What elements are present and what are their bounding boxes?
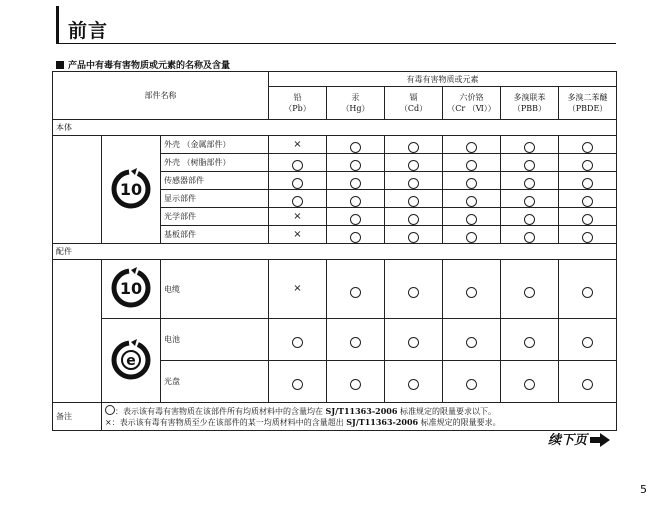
value-cell xyxy=(559,226,617,244)
value-cell xyxy=(385,319,443,361)
table-value-symbol xyxy=(350,287,361,298)
title-rule-left xyxy=(56,6,59,44)
value-cell xyxy=(559,260,617,319)
table-value-symbol xyxy=(292,178,303,189)
arrow-right-icon xyxy=(590,433,610,447)
part-name-header: 部件名称 xyxy=(53,72,269,120)
value-cell xyxy=(443,154,501,172)
table-value-symbol xyxy=(408,160,419,171)
table-value-symbol: × xyxy=(293,228,302,240)
continue-label: 续下页 xyxy=(548,433,588,448)
value-cell xyxy=(327,226,385,244)
value-cell xyxy=(269,260,327,319)
body-group-spacer xyxy=(53,136,102,244)
notes-text xyxy=(102,403,617,431)
value-cell xyxy=(559,190,617,208)
substances-group-header: 有毒有害物质或元素 xyxy=(269,72,617,87)
title-rule-bottom xyxy=(56,43,616,44)
value-cell xyxy=(385,361,443,403)
value-cell xyxy=(559,208,617,226)
table-value-symbol xyxy=(408,337,419,348)
table-value-symbol xyxy=(466,160,477,171)
table-value-symbol xyxy=(582,160,593,171)
table-value-symbol xyxy=(466,232,477,243)
table-value-symbol xyxy=(524,196,535,207)
part-label: 电池 xyxy=(161,319,269,361)
table-value-symbol xyxy=(408,196,419,207)
value-cell xyxy=(269,208,327,226)
group-label-body: 本体 xyxy=(53,120,617,136)
substance-header-hg: 汞 （Hg） xyxy=(327,87,385,120)
value-cell xyxy=(269,136,327,154)
table-value-symbol xyxy=(466,214,477,225)
svg-text:10: 10 xyxy=(119,279,143,298)
value-cell xyxy=(269,226,327,244)
table-value-symbol xyxy=(350,214,361,225)
group-label-accessories: 配件 xyxy=(53,244,617,260)
epup-e-icon xyxy=(110,339,152,381)
value-cell xyxy=(327,136,385,154)
svg-text:10: 10 xyxy=(119,179,143,199)
value-cell xyxy=(327,154,385,172)
epup-10-icon xyxy=(110,168,152,210)
table-value-symbol xyxy=(524,379,535,390)
table-value-symbol xyxy=(582,379,593,390)
value-cell xyxy=(559,136,617,154)
value-cell xyxy=(269,190,327,208)
value-cell xyxy=(269,319,327,361)
circle-symbol-icon xyxy=(105,405,115,415)
value-cell xyxy=(385,260,443,319)
substance-header-pbb: 多溴联苯 （PBB） xyxy=(501,87,559,120)
value-cell xyxy=(501,319,559,361)
table-value-symbol: × xyxy=(293,283,302,294)
table-value-symbol xyxy=(466,142,477,153)
value-cell xyxy=(443,260,501,319)
notes-label: 备注 xyxy=(53,403,102,431)
epup-10-logo-cell-cable xyxy=(102,260,161,319)
table-value-symbol xyxy=(292,196,303,207)
table-value-symbol xyxy=(408,214,419,225)
value-cell xyxy=(501,190,559,208)
value-cell xyxy=(327,190,385,208)
epup-e-logo-cell xyxy=(102,319,161,403)
value-cell xyxy=(385,172,443,190)
table-value-symbol xyxy=(408,287,419,298)
table-value-symbol xyxy=(582,232,593,243)
value-cell xyxy=(443,172,501,190)
table-value-symbol xyxy=(350,160,361,171)
table-value-symbol xyxy=(524,232,535,243)
value-cell xyxy=(385,226,443,244)
value-cell xyxy=(443,319,501,361)
table-value-symbol xyxy=(350,142,361,153)
table-value-symbol xyxy=(350,337,361,348)
substance-header-pbde: 多溴二苯醚 （PBDE） xyxy=(559,87,617,120)
value-cell xyxy=(501,172,559,190)
table-value-symbol xyxy=(466,337,477,348)
value-cell xyxy=(501,154,559,172)
value-cell xyxy=(443,226,501,244)
part-label: 电缆 xyxy=(161,260,269,319)
table-value-symbol xyxy=(524,287,535,298)
table-value-symbol xyxy=(466,178,477,189)
value-cell xyxy=(269,172,327,190)
table-value-symbol xyxy=(582,214,593,225)
value-cell xyxy=(501,136,559,154)
value-cell xyxy=(385,154,443,172)
note-line-circle: ：表示该有毒有害物质在该部件所有均质材料中的含量均在 SJ/T11363-2006 标准规定的限量要求以下。 xyxy=(105,405,613,417)
value-cell xyxy=(501,226,559,244)
substance-header-cr6: 六价铬 （Cr （Ⅵ）） xyxy=(443,87,501,120)
value-cell xyxy=(559,154,617,172)
title-bar xyxy=(56,6,616,44)
value-cell xyxy=(385,208,443,226)
table-value-symbol xyxy=(350,232,361,243)
value-cell xyxy=(501,208,559,226)
value-cell xyxy=(559,319,617,361)
table-value-symbol: × xyxy=(293,138,302,150)
table-value-symbol xyxy=(466,287,477,298)
table-value-symbol xyxy=(408,142,419,153)
table-value-symbol xyxy=(582,178,593,189)
table-value-symbol xyxy=(408,232,419,243)
table-value-symbol xyxy=(292,379,303,390)
table-value-symbol xyxy=(582,337,593,348)
value-cell xyxy=(327,361,385,403)
hazardous-substance-table xyxy=(52,71,617,431)
substance-header-pb: 铅 （Pb） xyxy=(269,87,327,120)
table-value-symbol xyxy=(292,337,303,348)
part-label: 光盘 xyxy=(161,361,269,403)
value-cell xyxy=(327,208,385,226)
table-value-symbol xyxy=(524,160,535,171)
svg-text:e: e xyxy=(126,352,136,369)
value-cell xyxy=(327,260,385,319)
square-bullet-icon xyxy=(56,61,64,69)
value-cell xyxy=(443,361,501,403)
table-value-symbol xyxy=(350,178,361,189)
part-label: 外壳 （树脂部件） xyxy=(161,154,269,172)
table-value-symbol xyxy=(466,196,477,207)
value-cell xyxy=(327,319,385,361)
continue-next-page[interactable] xyxy=(548,429,610,448)
table-value-symbol xyxy=(292,160,303,171)
value-cell xyxy=(385,136,443,154)
table-value-symbol xyxy=(582,142,593,153)
value-cell xyxy=(269,154,327,172)
table-value-symbol xyxy=(524,337,535,348)
table-value-symbol xyxy=(582,196,593,207)
note-line-cross: ×：表示该有毒有害物质至少在该部件的某一均质材料中的含量超出 SJ/T11363-2006 标准规定的限量要求。 xyxy=(105,417,501,427)
substance-header-cd: 镉 （Cd） xyxy=(385,87,443,120)
table-value-symbol xyxy=(582,287,593,298)
value-cell xyxy=(501,260,559,319)
value-cell xyxy=(443,190,501,208)
value-cell xyxy=(385,190,443,208)
section-heading xyxy=(56,58,230,71)
value-cell xyxy=(559,361,617,403)
epup-10-logo-cell-body xyxy=(102,136,161,244)
value-cell xyxy=(501,361,559,403)
part-label: 基板部件 xyxy=(161,226,269,244)
table-value-symbol xyxy=(524,178,535,189)
table-value-symbol xyxy=(408,178,419,189)
part-label: 外壳 （金属部件） xyxy=(161,136,269,154)
table-value-symbol xyxy=(524,214,535,225)
value-cell xyxy=(443,136,501,154)
value-cell xyxy=(443,208,501,226)
value-cell xyxy=(269,361,327,403)
value-cell xyxy=(327,172,385,190)
page-number: 5 xyxy=(640,483,647,496)
table-value-symbol xyxy=(466,379,477,390)
accessories-group-spacer xyxy=(53,260,102,403)
section-title: 产品中有毒有害物质或元素的名称及含量 xyxy=(68,61,231,71)
table-value-symbol: × xyxy=(293,210,302,222)
table-value-symbol xyxy=(350,196,361,207)
part-label: 显示部件 xyxy=(161,190,269,208)
part-label: 光学部件 xyxy=(161,208,269,226)
value-cell xyxy=(559,172,617,190)
epup-10-icon xyxy=(110,267,152,309)
table-value-symbol xyxy=(350,379,361,390)
part-label: 传感器部件 xyxy=(161,172,269,190)
table-value-symbol xyxy=(524,142,535,153)
page-title: 前言 xyxy=(68,20,109,42)
table-value-symbol xyxy=(408,379,419,390)
